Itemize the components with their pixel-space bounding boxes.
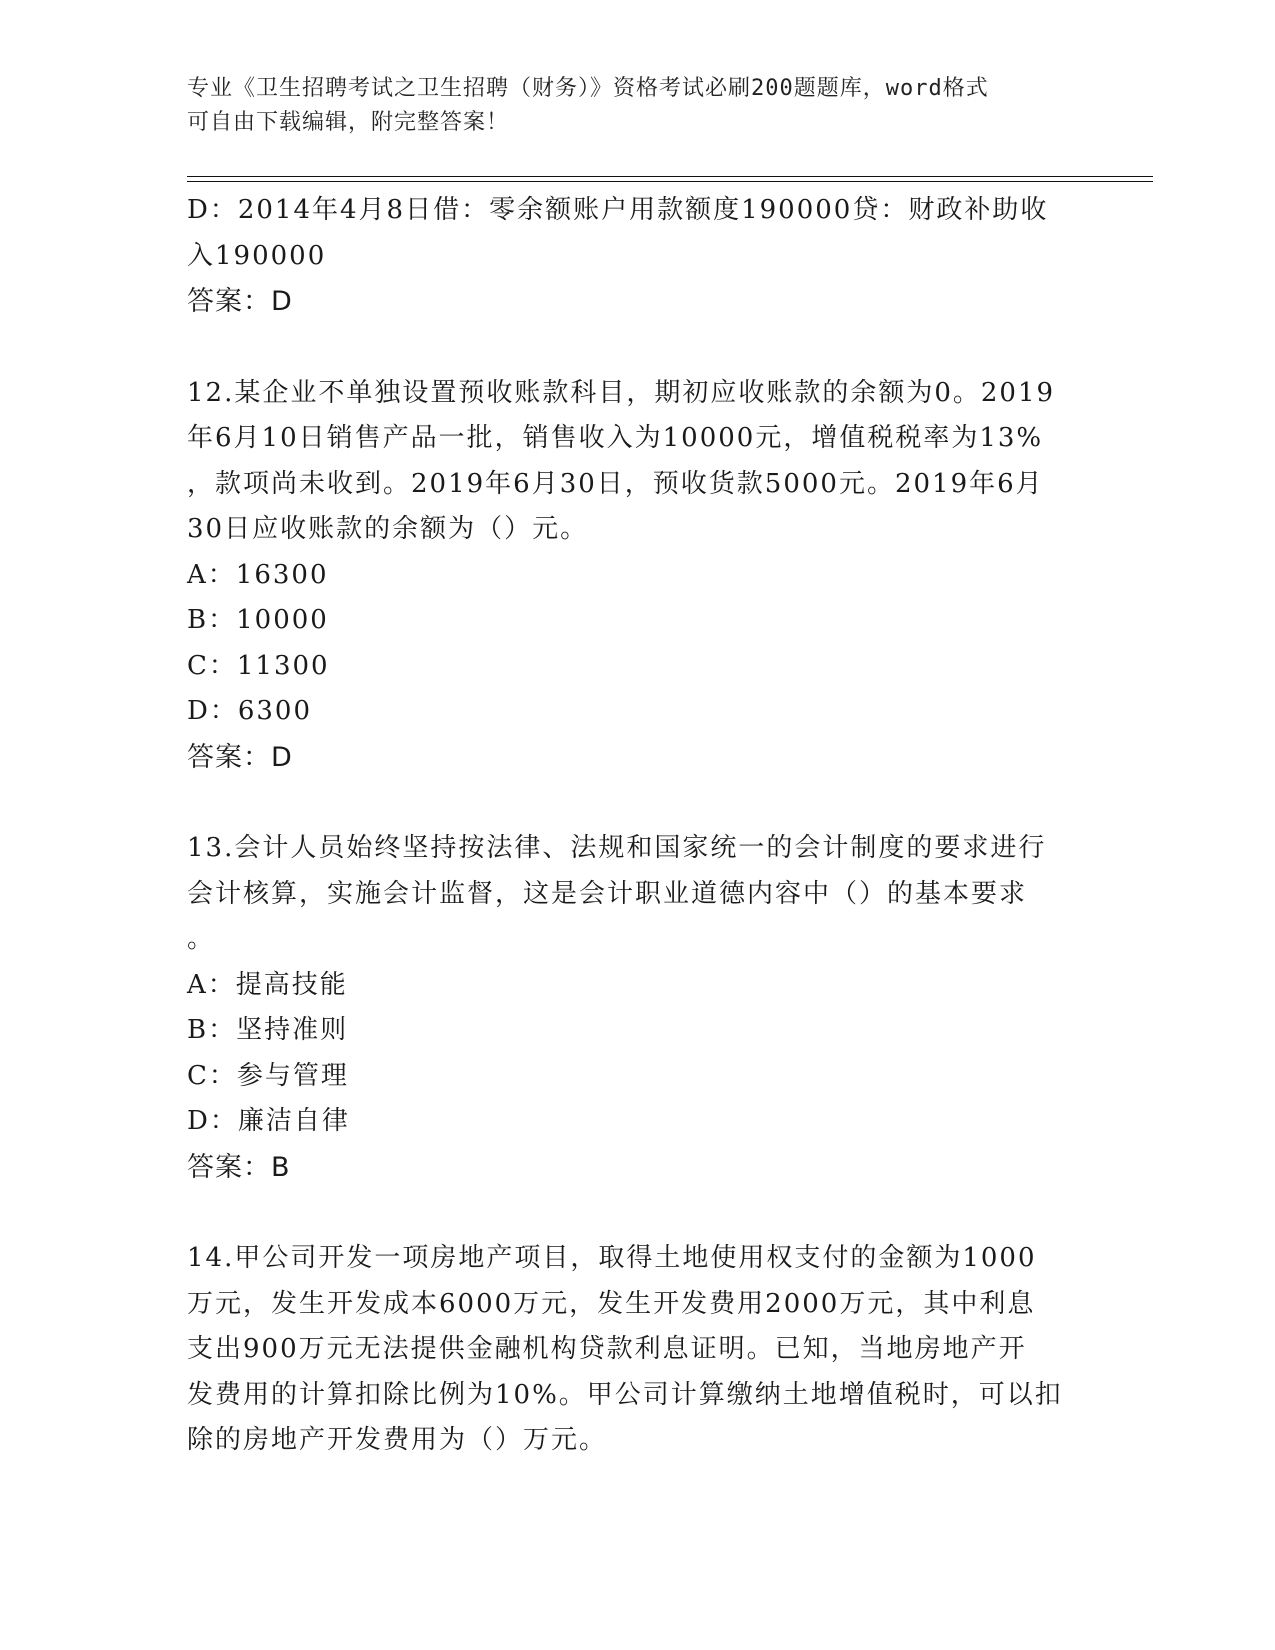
question-content <box>187 188 1087 1464</box>
option-a: A：16300 <box>187 559 329 590</box>
question-text-line: 发费用的计算扣除比例为10%。甲公司计算缴纳土地增值税时，可以扣 <box>187 1379 1063 1410</box>
option-b: B：坚持准则 <box>187 1015 349 1045</box>
question-text-line: 14.甲公司开发一项房地产项目，取得土地使用权支付的金额为1000 <box>187 1243 1037 1273</box>
option-d-continued: 入190000 <box>187 240 327 271</box>
option-d: D：2014年4月8日借：零余额账户用款额度190000贷：财政补助收 <box>187 195 1049 225</box>
question-text-line: 。 <box>187 924 216 954</box>
option-c: C：参与管理 <box>187 1060 349 1091</box>
question-text-line: ，款项尚未收到。2019年6月30日，预收货款5000元。2019年6月 <box>187 468 1044 499</box>
answer-label: 答案：D <box>187 286 293 317</box>
option-d: D：廉洁自律 <box>187 1106 350 1136</box>
header-line-1: 专业《卫生招聘考试之卫生招聘（财务）》资格考试必刷200题题库，word格式 <box>187 76 989 101</box>
question-text-line: 除的房地产开发费用为（）万元。 <box>187 1425 608 1455</box>
spacer <box>187 1190 1087 1236</box>
question-text-line: 12.某企业不单独设置预收账款科目，期初应收账款的余额为0。2019 <box>187 377 1056 408</box>
question-text-line: 30日应收账款的余额为（）元。 <box>187 514 589 544</box>
question-text-line: 支出900万元无法提供金融机构贷款利息证明。已知，当地房地产开 <box>187 1334 1027 1364</box>
header-line-2: 可自由下载编辑，附完整答案！ <box>187 110 510 135</box>
question-text-line: 13.会计人员始终坚持按法律、法规和国家统一的会计制度的要求进行 <box>187 833 1047 863</box>
header-rule-top <box>187 176 1153 177</box>
spacer <box>187 325 1087 371</box>
question-text-line: 会计核算，实施会计监督，这是会计职业道德内容中（）的基本要求 <box>187 878 1028 909</box>
question-13 <box>187 826 1087 1190</box>
spacer <box>187 780 1087 826</box>
prev-question <box>187 188 1087 325</box>
question-12 <box>187 371 1087 781</box>
page-header <box>187 72 1067 140</box>
header-rule-bottom <box>187 181 1153 182</box>
option-c: C：11300 <box>187 650 330 681</box>
answer-label: 答案：B <box>187 1151 291 1183</box>
question-14 <box>187 1236 1087 1464</box>
option-d: D：6300 <box>187 696 313 726</box>
option-a: A：提高技能 <box>187 969 348 1000</box>
question-text-line: 万元，发生开发成本6000万元，发生开发费用2000万元，其中利息 <box>187 1288 1036 1319</box>
option-b: B：10000 <box>187 605 329 635</box>
question-text-line: 年6月10日销售产品一批，销售收入为10000元，增值税税率为13% <box>187 423 1044 453</box>
answer-label: 答案：D <box>187 741 293 773</box>
